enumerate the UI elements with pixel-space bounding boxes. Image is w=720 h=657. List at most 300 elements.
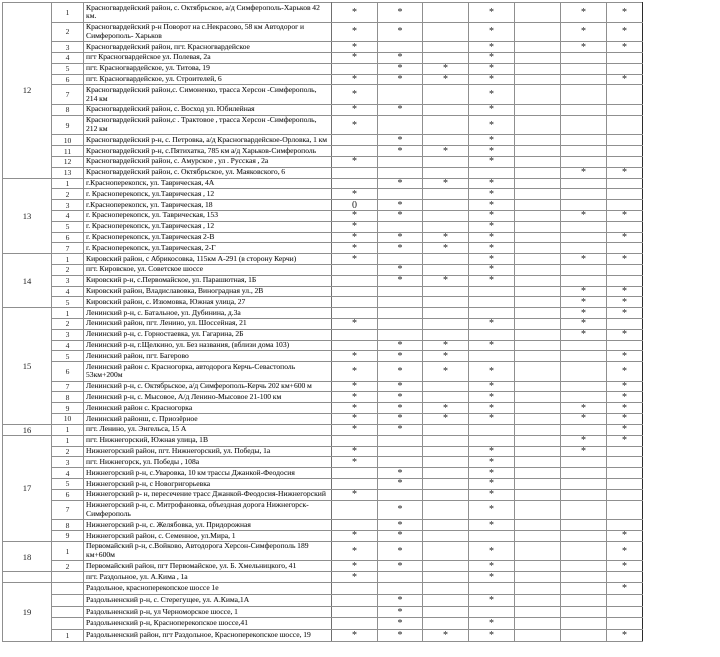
row-number-cell: 7 (52, 500, 84, 520)
mark-cell (332, 308, 378, 319)
mark-cell (332, 479, 378, 490)
mark-cell (423, 446, 469, 457)
mark-cell (423, 189, 469, 200)
mark-cell (561, 531, 607, 542)
mark-cell (423, 594, 469, 606)
mark-cell (607, 618, 643, 630)
address-cell: Раздольное, красноперекопское шоссе 1е (84, 583, 332, 595)
address-cell: г. Красноперекопск, ул. Таврическая, 153 (84, 210, 332, 221)
address-cell: пгт. Красногвардейское, ул. Титова, 19 (84, 63, 332, 74)
asterisk-mark-cell: * (378, 520, 423, 531)
mark-cell (423, 308, 469, 319)
address-cell: Нижнегорский р-н, с.Уваровка, 10 км трассы Джанкой-Феодосия (84, 468, 332, 479)
asterisk-mark-cell: * (561, 42, 607, 53)
asterisk-mark-cell: * (607, 3, 643, 23)
mark-cell (332, 178, 378, 189)
mark-cell (515, 318, 561, 329)
mark-cell (332, 286, 378, 297)
table-row (3, 435, 643, 446)
asterisk-mark-cell: * (332, 572, 378, 583)
mark-cell (515, 178, 561, 189)
asterisk-mark-cell: * (469, 340, 515, 351)
address-cell: Нижнегорский район, пгт. Нижнегорский, ул. Победы, 1а (84, 446, 332, 457)
address-cell: пгт Красногвардейское ул. Полевая, 2а (84, 52, 332, 63)
address-cell: Красногвардейский район, с. Октябрьское, а/д Симферополь-Харьков 42 км. (84, 3, 332, 23)
address-cell: пгт. Кировское, ул. Советское шоссе (84, 264, 332, 275)
mark-cell (561, 572, 607, 583)
mark-cell (332, 264, 378, 275)
mark-cell (561, 520, 607, 531)
mark-cell (607, 275, 643, 286)
asterisk-mark-cell: * (423, 362, 469, 382)
mark-cell (515, 489, 561, 500)
mark-cell (515, 500, 561, 520)
mark-cell (515, 594, 561, 606)
mark-cell (561, 340, 607, 351)
asterisk-mark-cell: * (332, 243, 378, 254)
mark-cell (332, 329, 378, 340)
asterisk-mark-cell: * (332, 489, 378, 500)
asterisk-mark-cell: * (378, 594, 423, 606)
asterisk-mark-cell: * (378, 22, 423, 42)
asterisk-mark-cell: * (561, 210, 607, 221)
mark-cell (561, 232, 607, 243)
asterisk-mark-cell: * (607, 561, 643, 572)
table-row (3, 479, 643, 490)
mark-cell (515, 254, 561, 265)
asterisk-mark-cell: * (332, 74, 378, 85)
mark-cell (515, 435, 561, 446)
mark-cell (515, 340, 561, 351)
address-cell: Красногвардейский р-н, с.Пятихатка, 785 км а/д Харьков-Симферополь (84, 146, 332, 157)
mark-cell (378, 489, 423, 500)
table-row (3, 318, 643, 329)
table-row (3, 221, 643, 232)
mark-cell (423, 489, 469, 500)
asterisk-mark-cell: * (469, 42, 515, 53)
address-cell: Красногвардейский район, с. Октябрьское, ул. Маяковского, 6 (84, 167, 332, 178)
asterisk-mark-cell: * (378, 403, 423, 414)
mark-cell (378, 318, 423, 329)
asterisk-mark-cell: * (378, 340, 423, 351)
asterisk-mark-cell: * (378, 606, 423, 618)
mark-cell (607, 468, 643, 479)
row-number-cell: 5 (52, 297, 84, 308)
mark-cell (423, 3, 469, 23)
asterisk-mark-cell: * (378, 210, 423, 221)
mark-cell (515, 468, 561, 479)
row-number-cell (52, 583, 84, 595)
row-number-cell: 4 (52, 286, 84, 297)
asterisk-mark-cell: * (378, 500, 423, 520)
asterisk-mark-cell: * (469, 115, 515, 135)
address-cell: Нижнегорский р-н, с. Желябовка, ул. Придорожная (84, 520, 332, 531)
mark-cell (607, 146, 643, 157)
mark-cell (561, 606, 607, 618)
mark-cell (607, 189, 643, 200)
mark-cell (561, 630, 607, 642)
address-cell: Красногвардейский р-н Поворот на с.Некрасово, 58 км Автодорог и Симферополь- Харьков (84, 22, 332, 42)
asterisk-mark-cell: * (332, 115, 378, 135)
table-row (3, 489, 643, 500)
mark-cell (607, 221, 643, 232)
row-number-cell: 5 (52, 479, 84, 490)
asterisk-mark-cell: * (332, 232, 378, 243)
group-number-cell: 19 (3, 583, 52, 642)
mark-cell (332, 146, 378, 157)
row-number-cell: 7 (52, 85, 84, 105)
asterisk-mark-cell: * (561, 167, 607, 178)
mark-cell (561, 381, 607, 392)
mark-cell (607, 52, 643, 63)
asterisk-mark-cell: * (607, 74, 643, 85)
mark-cell (378, 85, 423, 105)
address-cell: Красногвардейский район,с. Симоненко, трасса Херсон -Симферополь, 214 км (84, 85, 332, 105)
mark-cell (423, 424, 469, 435)
asterisk-mark-cell: * (469, 275, 515, 286)
group-18 (3, 541, 643, 571)
asterisk-mark-cell: * (561, 329, 607, 340)
asterisk-mark-cell: * (561, 254, 607, 265)
table-row (3, 583, 643, 595)
group-14 (3, 254, 643, 308)
asterisk-mark-cell: * (469, 392, 515, 403)
mark-cell (423, 572, 469, 583)
mark-cell (515, 630, 561, 642)
address-cell: Ленинский район, пгт. Багерово (84, 351, 332, 362)
asterisk-mark-cell: * (469, 74, 515, 85)
mark-cell (515, 189, 561, 200)
asterisk-mark-cell: * (469, 318, 515, 329)
mark-cell (423, 210, 469, 221)
asterisk-mark-cell: * (607, 531, 643, 542)
table-row (3, 351, 643, 362)
mark-cell (423, 606, 469, 618)
mark-cell (378, 189, 423, 200)
row-number-cell: 9 (52, 531, 84, 542)
table-row (3, 362, 643, 382)
asterisk-mark-cell: * (561, 308, 607, 319)
asterisk-mark-cell: * (469, 541, 515, 561)
mark-cell (515, 135, 561, 146)
asterisk-mark-cell: * (469, 146, 515, 157)
asterisk-mark-cell: * (607, 308, 643, 319)
mark-cell (515, 104, 561, 115)
asterisk-mark-cell: * (378, 618, 423, 630)
mark-cell (378, 221, 423, 232)
mark-cell (515, 541, 561, 561)
asterisk-mark-cell: * (378, 479, 423, 490)
mark-cell (561, 541, 607, 561)
row-number-cell: 5 (52, 351, 84, 362)
mark-cell (378, 435, 423, 446)
mark-cell (332, 340, 378, 351)
asterisk-mark-cell: * (378, 63, 423, 74)
table-row (3, 541, 643, 561)
mark-cell (332, 63, 378, 74)
table-row (3, 63, 643, 74)
row-number-cell: 6 (52, 362, 84, 382)
row-number-cell: 2 (52, 22, 84, 42)
asterisk-mark-cell: * (469, 200, 515, 211)
mark-cell (515, 457, 561, 468)
row-number-cell: 7 (52, 381, 84, 392)
asterisk-mark-cell: * (469, 178, 515, 189)
row-number-cell: 9 (52, 403, 84, 414)
asterisk-mark-cell: * (332, 210, 378, 221)
mark-cell (515, 561, 561, 572)
address-cell: пгт. Красногвардейское, ул. Строителей, 6 (84, 74, 332, 85)
mark-cell (561, 104, 607, 115)
asterisk-mark-cell: * (332, 541, 378, 561)
mark-cell (378, 42, 423, 53)
row-number-cell: 1 (52, 424, 84, 435)
mark-cell (515, 329, 561, 340)
address-cell: Ленинский районш, с. Приозёрное (84, 414, 332, 425)
asterisk-mark-cell: * (607, 424, 643, 435)
mark-cell (607, 63, 643, 74)
group-13 (3, 178, 643, 254)
mark-cell (423, 479, 469, 490)
asterisk-mark-cell: * (469, 362, 515, 382)
asterisk-mark-cell: * (469, 189, 515, 200)
asterisk-mark-cell: * (378, 541, 423, 561)
group-19 (3, 583, 643, 642)
address-cell: Красногвардейский район,с . Трактовое , трасса Херсон -Симферополь, 212 км (84, 115, 332, 135)
asterisk-mark-cell: * (378, 424, 423, 435)
asterisk-mark-cell: * (378, 52, 423, 63)
mark-cell (607, 446, 643, 457)
asterisk-mark-cell: * (469, 52, 515, 63)
mark-cell (561, 264, 607, 275)
asterisk-mark-cell: * (607, 435, 643, 446)
asterisk-mark-cell: * (561, 22, 607, 42)
address-cell: пгт. Ленино, ул. Энгельса, 15 А (84, 424, 332, 435)
mark-cell (607, 104, 643, 115)
mark-cell (423, 254, 469, 265)
mark-cell (515, 479, 561, 490)
asterisk-mark-cell: * (561, 414, 607, 425)
mark-cell (561, 468, 607, 479)
address-cell: Ленинский район с. Красногорка, автодорога Керчь-Севастополь 53км+200м (84, 362, 332, 382)
asterisk-mark-cell: * (332, 221, 378, 232)
asterisk-mark-cell: * (332, 403, 378, 414)
mark-cell (423, 42, 469, 53)
asterisk-mark-cell: * (378, 531, 423, 542)
asterisk-mark-cell: * (378, 381, 423, 392)
row-number-cell (52, 618, 84, 630)
mark-cell (607, 340, 643, 351)
table-row (3, 243, 643, 254)
mark-cell (378, 457, 423, 468)
asterisk-mark-cell: * (469, 104, 515, 115)
asterisk-mark-cell: * (332, 561, 378, 572)
mark-cell (515, 156, 561, 167)
address-cell: Нижнегорский район, с. Семенное, ул.Мира, 1 (84, 531, 332, 542)
asterisk-mark-cell: * (378, 468, 423, 479)
row-number-cell (52, 606, 84, 618)
address-cell: г.Красноперекопск, ул. Таврическая, 4А (84, 178, 332, 189)
table-row (3, 457, 643, 468)
mark-cell (515, 167, 561, 178)
asterisk-mark-cell: * (561, 297, 607, 308)
mark-cell (515, 414, 561, 425)
mark-cell (423, 381, 469, 392)
mark-cell (378, 254, 423, 265)
mark-cell (378, 308, 423, 319)
row-number-cell: 2 (52, 318, 84, 329)
address-cell: Нижнегорский р-н, с. Митрофановка, объездная дорога Нижнегорск-Симферополь (84, 500, 332, 520)
row-number-cell: 1 (52, 3, 84, 23)
asterisk-mark-cell: * (332, 531, 378, 542)
mark-cell (332, 594, 378, 606)
address-cell: Раздольненский р-н, Красноперекопское шоссе,41 (84, 618, 332, 630)
asterisk-mark-cell: * (469, 489, 515, 500)
asterisk-mark-cell: * (423, 351, 469, 362)
group-number-cell: 13 (3, 178, 52, 254)
asterisk-mark-cell: * (469, 446, 515, 457)
asterisk-mark-cell: * (378, 200, 423, 211)
asterisk-mark-cell: * (332, 392, 378, 403)
mark-cell (607, 243, 643, 254)
asterisk-mark-cell: * (469, 22, 515, 42)
mark-cell (561, 479, 607, 490)
asterisk-mark-cell: * (561, 446, 607, 457)
mark-cell (561, 189, 607, 200)
row-number-cell: 13 (52, 167, 84, 178)
address-cell: Раздольненский р-н, ул Черноморское шоссе, 1 (84, 606, 332, 618)
mark-cell (607, 606, 643, 618)
group-number-cell: 17 (3, 435, 52, 541)
asterisk-mark-cell: * (607, 329, 643, 340)
mark-cell (423, 583, 469, 595)
mark-cell (561, 243, 607, 254)
row-number-cell: 2 (52, 264, 84, 275)
mark-cell (561, 74, 607, 85)
mark-cell (561, 52, 607, 63)
asterisk-mark-cell: * (423, 63, 469, 74)
group-15 (3, 308, 643, 425)
mark-cell (561, 156, 607, 167)
row-number-cell: 3 (52, 275, 84, 286)
mark-cell (378, 297, 423, 308)
asterisk-mark-cell: * (423, 275, 469, 286)
asterisk-mark-cell: * (332, 156, 378, 167)
mark-cell (561, 561, 607, 572)
asterisk-mark-cell: * (469, 630, 515, 642)
asterisk-mark-cell: * (332, 318, 378, 329)
mark-cell (515, 520, 561, 531)
mark-cell (469, 351, 515, 362)
table-row (3, 135, 643, 146)
row-number-cell: 8 (52, 104, 84, 115)
asterisk-mark-cell: * (607, 392, 643, 403)
group-number-cell: 15 (3, 308, 52, 425)
mark-cell (423, 318, 469, 329)
table-row (3, 446, 643, 457)
asterisk-mark-cell: * (607, 42, 643, 53)
mark-cell (515, 446, 561, 457)
row-number-cell: 8 (52, 392, 84, 403)
mark-cell (561, 221, 607, 232)
asterisk-mark-cell: * (423, 414, 469, 425)
address-cell: Красногвардейский р-н, с. Петровка, а/д Красногвардейское-Орловка, 1 км (84, 135, 332, 146)
table-row (3, 254, 643, 265)
mark-cell (423, 531, 469, 542)
mark-cell (515, 381, 561, 392)
row-number-cell: 2 (52, 446, 84, 457)
table-row (3, 340, 643, 351)
row-number-cell: 6 (52, 232, 84, 243)
table-row (3, 531, 643, 542)
table-row (3, 392, 643, 403)
asterisk-mark-cell: * (469, 63, 515, 74)
scanned-document-page (0, 2, 720, 657)
table-row (3, 424, 643, 435)
asterisk-mark-cell: * (607, 297, 643, 308)
mark-cell (561, 85, 607, 105)
table-row (3, 42, 643, 53)
mark-cell (423, 22, 469, 42)
asterisk-mark-cell: * (469, 468, 515, 479)
row-number-cell: 5 (52, 63, 84, 74)
asterisk-mark-cell: * (378, 243, 423, 254)
address-cell: Первомайский р-н, с.Войково, Автодорога Херсон-Симферополь 189 км+600м (84, 541, 332, 561)
address-cell: Ленинский р-н, с. Горностаевка, ул. Гагарина, 2Б (84, 329, 332, 340)
group-16 (3, 424, 643, 435)
mark-cell (561, 135, 607, 146)
mark-cell (515, 297, 561, 308)
asterisk-mark-cell: * (607, 210, 643, 221)
table-row (3, 200, 643, 211)
mark-cell (515, 243, 561, 254)
row-number-cell: 9 (52, 115, 84, 135)
table-row (3, 146, 643, 157)
mark-cell (607, 500, 643, 520)
row-number-cell (52, 572, 84, 583)
asterisk-mark-cell: * (423, 340, 469, 351)
asterisk-mark-cell: * (332, 414, 378, 425)
asterisk-mark-cell: * (332, 362, 378, 382)
mark-cell (607, 135, 643, 146)
row-number-cell: 4 (52, 468, 84, 479)
mark-cell (423, 104, 469, 115)
row-number-cell: 1 (52, 541, 84, 561)
asterisk-mark-cell: * (332, 3, 378, 23)
asterisk-mark-cell: * (423, 243, 469, 254)
address-cell: г. Красноперекопск, ул.Таврическая , 12 (84, 221, 332, 232)
table-row (3, 74, 643, 85)
asterisk-mark-cell: * (332, 351, 378, 362)
asterisk-mark-cell: * (607, 630, 643, 642)
mark-cell (378, 572, 423, 583)
mark-cell (469, 606, 515, 618)
row-number-cell: 8 (52, 520, 84, 531)
mark-cell (561, 351, 607, 362)
asterisk-mark-cell: * (469, 403, 515, 414)
mark-cell (332, 468, 378, 479)
row-number-cell: 1 (52, 630, 84, 642)
asterisk-mark-cell: * (469, 520, 515, 531)
table-row (3, 381, 643, 392)
asterisk-mark-cell: * (607, 22, 643, 42)
address-cell: Раздольненский р-н, с. Стерегущее, ул. А.Кима,1А (84, 594, 332, 606)
asterisk-mark-cell: * (332, 42, 378, 53)
row-number-cell: 12 (52, 156, 84, 167)
mark-cell (423, 392, 469, 403)
address-table (2, 2, 643, 642)
mark-cell (515, 115, 561, 135)
